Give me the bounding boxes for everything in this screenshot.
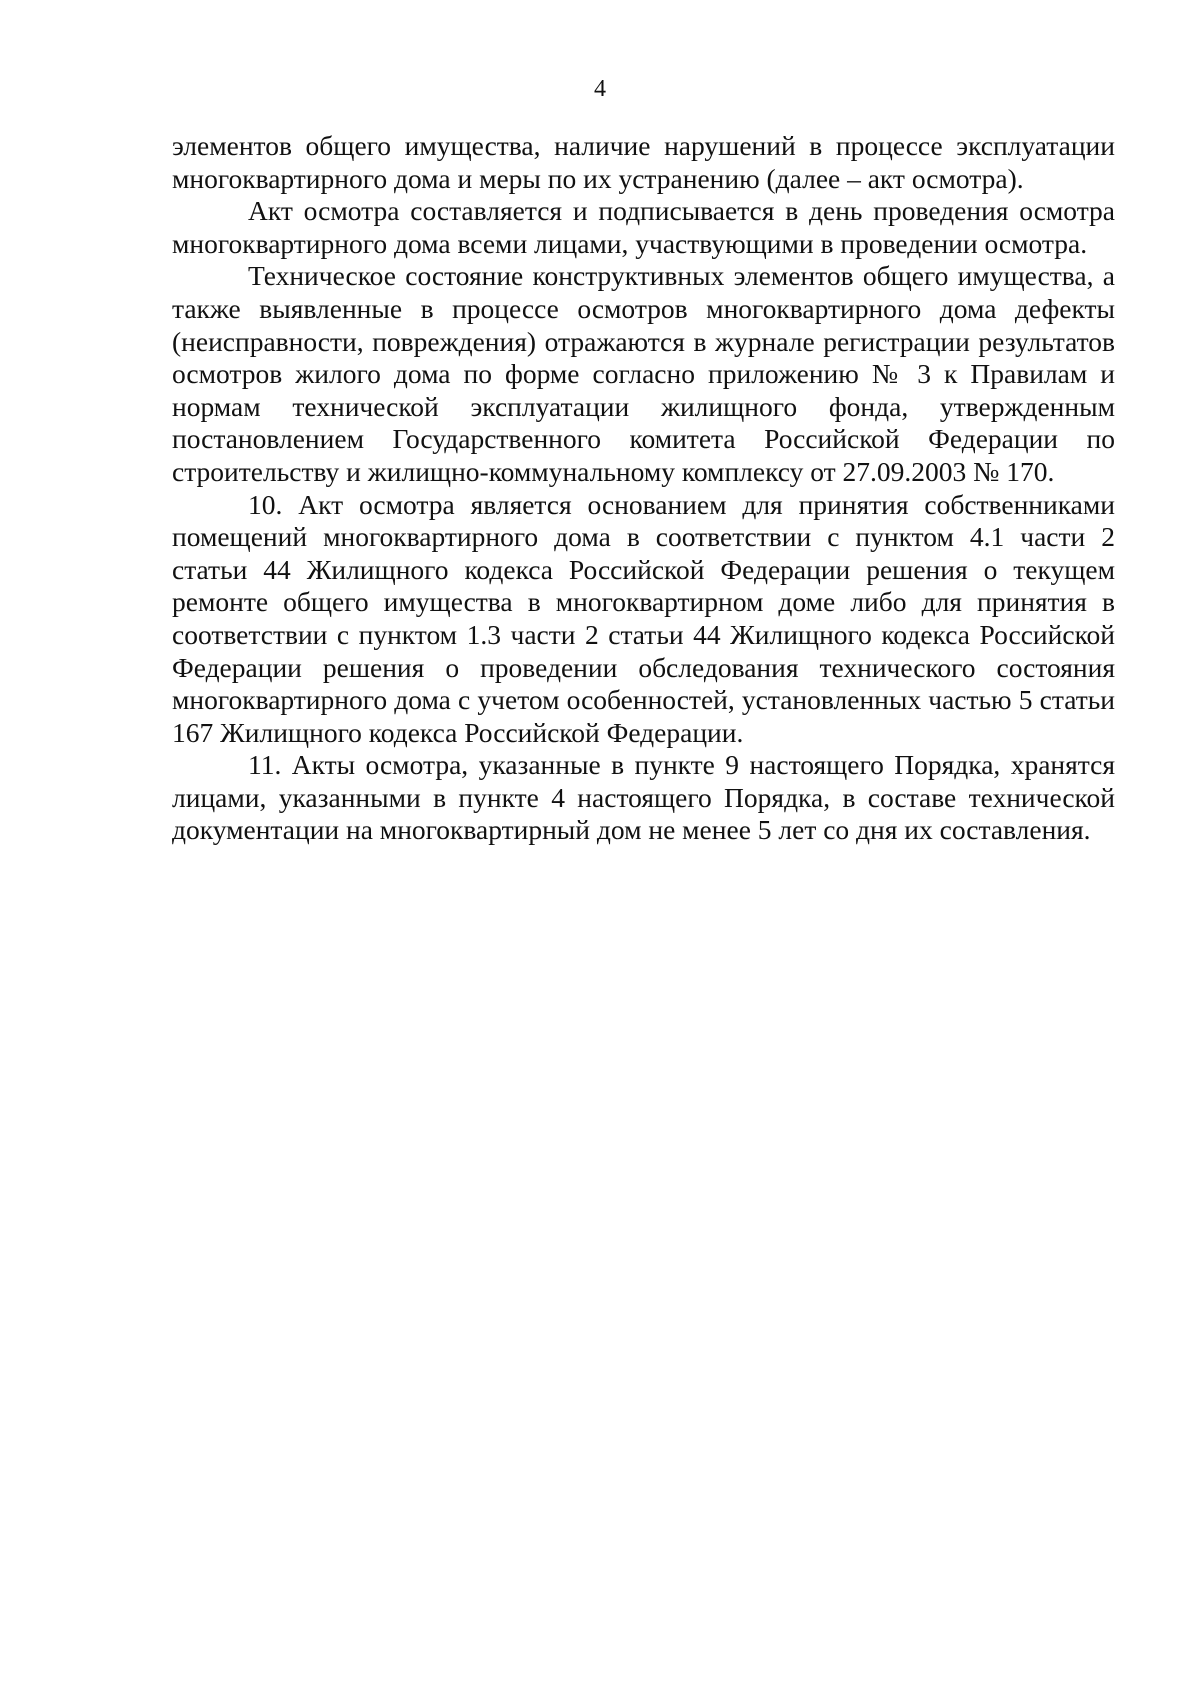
document-body: [172, 130, 1115, 847]
paragraph-continuation: элементов общего имущества, наличие нарушений в процессе эксплуатации многоквартирного дома и меры по их устранению (далее – акт осмотра).: [172, 130, 1115, 194]
paragraph-technical-condition: Техническое состояние конструктивных элементов общего имущества, а также выявленные в процессе осмотров многоквартирного дома дефекты (неисправности, повреждения) отражаются в журнале регистрации результатов осмотров жилого дома по форме согласно приложению № 3 к Правилам и нормам технической эксплуатации жилищного фонда, утвержденным постановлением Государственного комитета Российской Федерации по строительству и жилищно-коммунальному комплексу от 27.09.2003 № 170.: [172, 260, 1115, 487]
paragraph-point-11: 11. Акты осмотра, указанные в пункте 9 настоящего Порядка, хранятся лицами, указанными в пункте 4 настоящего Порядка, в составе технической документации на многоквартирный дом не менее 5 лет со дня их составления.: [172, 749, 1115, 846]
paragraph-inspection-act-signing: Акт осмотра составляется и подписывается в день проведения осмотра многоквартирного дома всеми лицами, участвующими в проведении осмотра.: [172, 195, 1115, 259]
page-number: 4: [594, 76, 606, 102]
paragraph-point-10: 10. Акт осмотра является основанием для принятия собственниками помещений многоквартирного дома в соответствии с пунктом 4.1 части 2 статьи 44 Жилищного кодекса Российской Федерации решения о текущем ремонте общего имущества в многоквартирном доме либо для принятия в соответствии с пунктом 1.3 части 2 статьи 44 Жилищного кодекса Российской Федерации решения о проведении обследования технического состояния многоквартирного дома с учетом особенностей, установленных частью 5 статьи 167 Жилищного кодекса Российской Федерации.: [172, 488, 1115, 748]
